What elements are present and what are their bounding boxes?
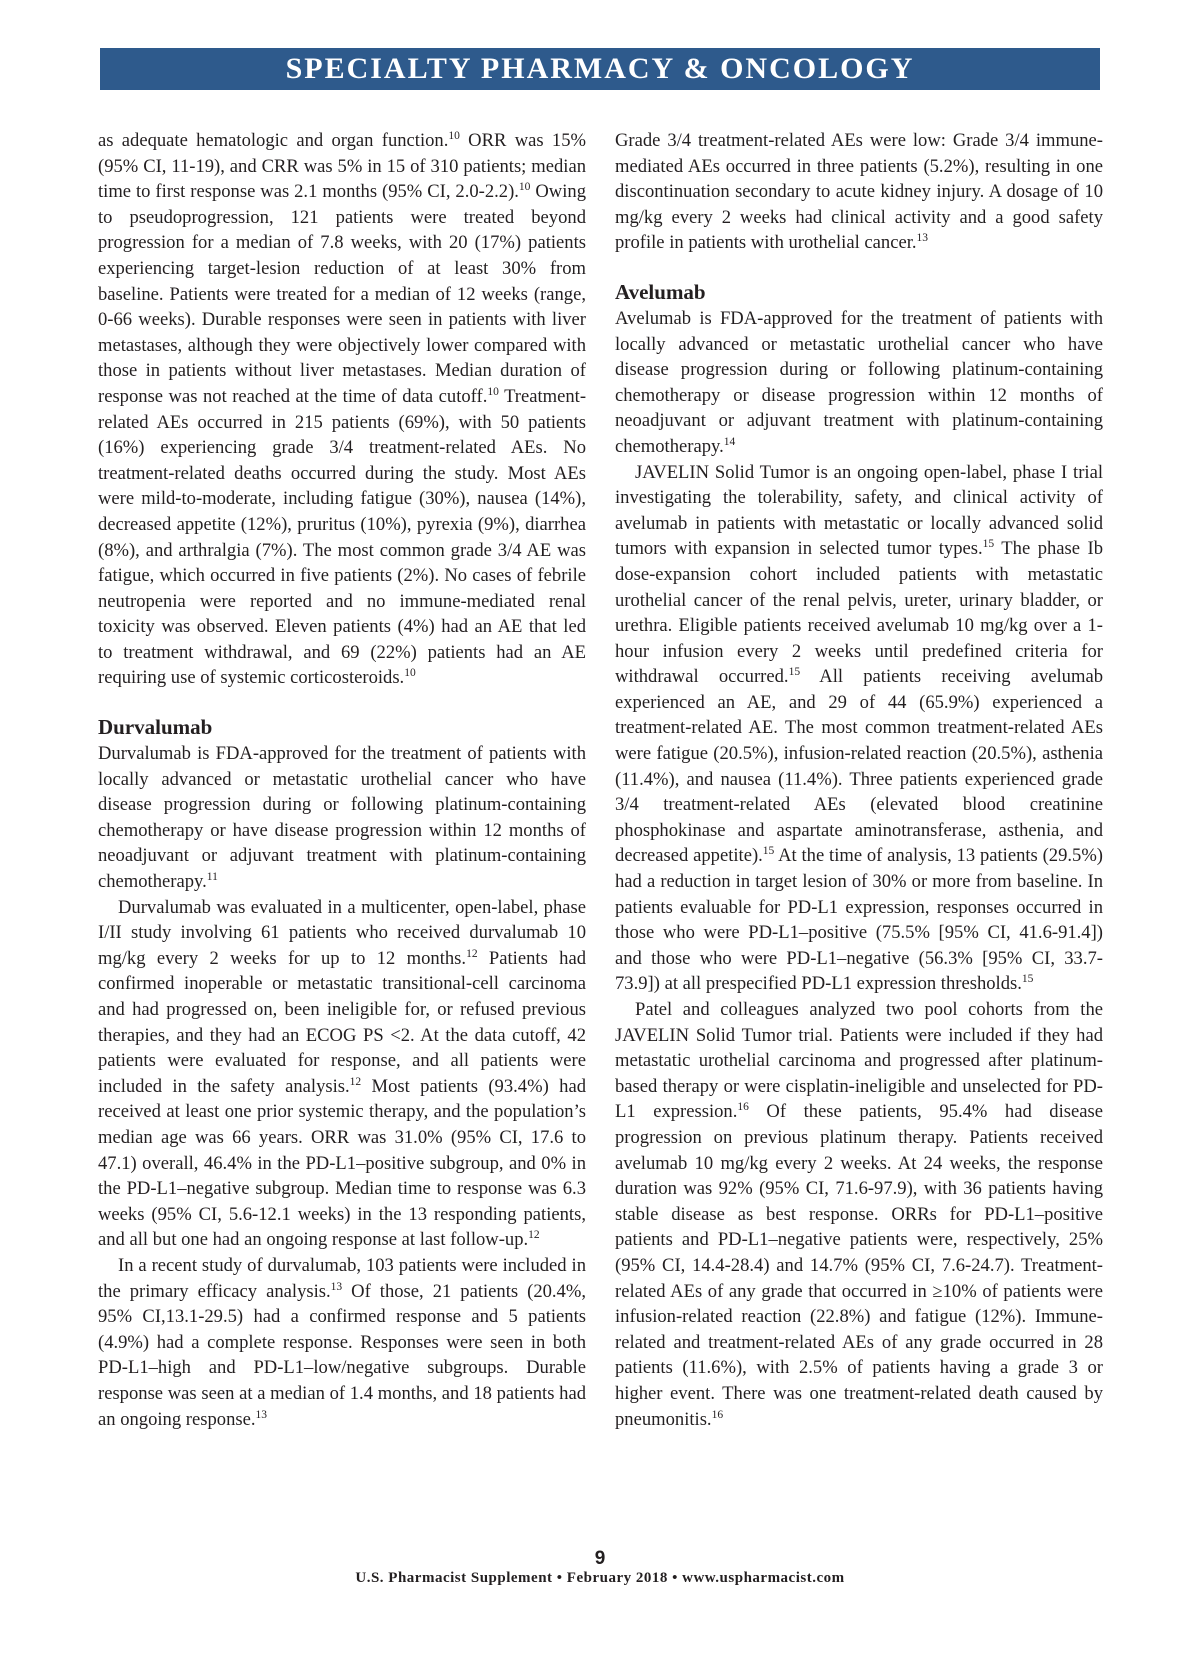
paragraph: Durvalumab was evaluated in a multicenter, open-label, phase I/II study involving 61 patients who received durvalumab 10 mg/kg every 2 weeks for up to 12 months.$^{12}$ Patients had confirmed inoperable or metastatic transitional-cell carcinoma and had progressed on, been ineligible for, or refused previous therapies, and they had an ECOG PS <2. At the data cutoff, 42 patients were evaluated for response, and all patients were included in the safety analysis.$^{12}$ Most patients (93.4%) had received at least one prior systemic therapy, and the population’s median age was 66 years. ORR was 31.0% (95% CI, 17.6 to 47.1) overall, 46.4% in the PD-L1–positive subgroup, and 0% in the PD-L1–negative subgroup. Median time to response was 6.3 weeks (95% CI, 5.6-12.1 weeks) in the 13 responding patients, and all but one had an ongoing response at last follow-up.$^{12}$ bbox=[98, 896, 586, 1251]
paragraph: Patel and colleagues analyzed two pool cohorts from the JAVELIN Solid Tumor trial. Patients were included if they had metastatic urothelial carcinoma and progressed after platinum-based therapy or were cisplatin-ineligible and unselected for PD-L1 expression.$^{16}$ Of these patients, 95.4% had disease progression on previous platinum therapy. Patients received avelumab 10 mg/kg every 2 weeks. At 24 weeks, the response duration was 92% (95% CI, 71.6-97.9), with 36 patients having stable disease as best response. ORRs for PD-L1–positive patients and PD-L1–negative patients were, respectively, 25% (95% CI, 14.4-28.4) and 14.7% (95% CI, 7.6-24.7). Treatment-related AEs of any grade that occurred in ≥10% of patients were infusion-related reaction (22.8%) and fatigue (12%). Immune-related and treatment-related AEs of any grade occurred in 28 patients (11.6%), with 2.5% of patients having a grade 3 or higher event. There was one treatment-related death caused by pneumonitis.$^{16}$ bbox=[615, 999, 1103, 1430]
paragraph: Grade 3/4 treatment-related AEs were low: Grade 3/4 immune-mediated AEs occurred in three patients (5.2%), resulting in one discontinuation secondary to acute kidney injury. A dosage of 10 mg/kg every 2 weeks had clinical activity and a good safety profile in patients with urothelial cancer.$^{13}$ bbox=[615, 130, 1103, 254]
section-banner bbox=[100, 48, 1100, 90]
paragraph: JAVELIN Solid Tumor is an ongoing open-label, phase I trial investigating the tolerability, safety, and clinical activity of avelumab in patients with metastatic or locally advanced solid tumors with expansion in selected tumor types.$^{15}$ The phase Ib dose-expansion cohort included patients with metastatic urothelial cancer of the renal pelvis, ureter, urinary bladder, or urethra. Eligible patients received avelumab 10 mg/kg over a 1-hour infusion every 2 weeks until predefined criteria for withdrawal occurred.$^{15}$ All patients receiving avelumab experienced an AE, and 29 of 44 (65.9%) experienced a treatment-related AE. The most common treatment-related AEs were fatigue (20.5%), infusion-related reaction (20.5%), asthenia (11.4%), and nausea (11.4%). Three patients experienced grade 3/4 treatment-related AEs (elevated blood creatinine phosphokinase and aspartate aminotransferase, asthenia, and decreased appetite).$^{15}$ At the time of analysis, 13 patients (29.5%) had a reduction in target lesion of 30% or more from baseline. In patients evaluable for PD-L1 expression, responses occurred in those who were PD-L1–positive (75.5% [95% CI, 41.6-91.4]) and those who were PD-L1–negative (56.3% [95% CI, 33.7-73.9]) at all prespecified PD-L1 expression thresholds.$^{15}$ bbox=[615, 461, 1104, 995]
section-title: SPECIALTY PHARMACY & ONCOLOGY bbox=[285, 52, 915, 85]
heading-avelumab: Avelumab bbox=[615, 279, 706, 304]
heading-durvalumab: Durvalumab bbox=[98, 715, 213, 740]
paragraph: Durvalumab is FDA-approved for the treatment of patients with locally advanced or metastatic urothelial cancer who have disease progression during or following platinum-containing chemotherapy or have disease progression within 12 months of neoadjuvant or adjuvant treatment with platinum-containing chemotherapy.$^{11}$ bbox=[98, 743, 586, 893]
paragraph: as adequate hematologic and organ function.$^{10}$ ORR was 15% (95% CI, 11-19), and CRR was 5% in 15 of 310 patients; median time to first response was 2.1 months (95% CI, 2.0-2.2).$^{10}$ Owing to pseudoprogression, 121 patients were treated beyond progression for a median of 7.8 weeks, with 20 (17%) patients experiencing target-lesion reduction of at least 30% from baseline. Patients were treated for a median of 12 weeks (range, 0-66 weeks). Durable responses were seen in patients with liver metastases, although they were objectively lower compared with those in patients without liver metastases. Median duration of response was not reached at the time of data cutoff.$^{10}$ Treatment-related AEs occurred in 215 patients (69%), with 50 patients (16%) experiencing grade 3/4 treatment-related AEs. No treatment-related deaths occurred during the study. Most AEs were mild-to-moderate, including fatigue (30%), nausea (14%), decreased appetite (12%), pruritus (10%), pyrexia (9%), diarrhea (8%), and arthralgia (7%). The most common grade 3/4 AE was fatigue, which occurred in five patients (2%). No cases of febrile neutropenia were reported and no immune-mediated renal toxicity was observed. Eleven patients (4%) had an AE that led to treatment withdrawal, and 69 (22%) patients had an AE requiring use of systemic corticosteroids.$^{10}$ bbox=[98, 129, 587, 689]
right-column bbox=[615, 128, 1103, 1432]
publication-footer: U.S. Pharmacist Supplement • February 2018 • www.uspharmacist.com bbox=[355, 1570, 845, 1586]
paragraph: Avelumab is FDA-approved for the treatment of patients with locally advanced or metastatic urothelial cancer who have disease progression during or following platinum-containing chemotherapy or disease progression within 12 months of neoadjuvant or adjuvant treatment with platinum-containing chemotherapy.$^{14}$ bbox=[615, 307, 1103, 457]
paragraph: In a recent study of durvalumab, 103 patients were included in the primary efficacy analysis.$^{13}$ Of those, 21 patients (20.4%, 95% CI,13.1-29.5) had a confirmed response and 5 patients (4.9%) had a complete response. Responses were seen in both PD-L1–high and PD-L1–low/negative subgroups. Durable response was seen at a median of 1.4 months, and 18 patients had an ongoing response.$^{13}$ bbox=[98, 1254, 586, 1430]
page-number: 9 bbox=[594, 1548, 606, 1569]
left-column bbox=[98, 128, 586, 1432]
